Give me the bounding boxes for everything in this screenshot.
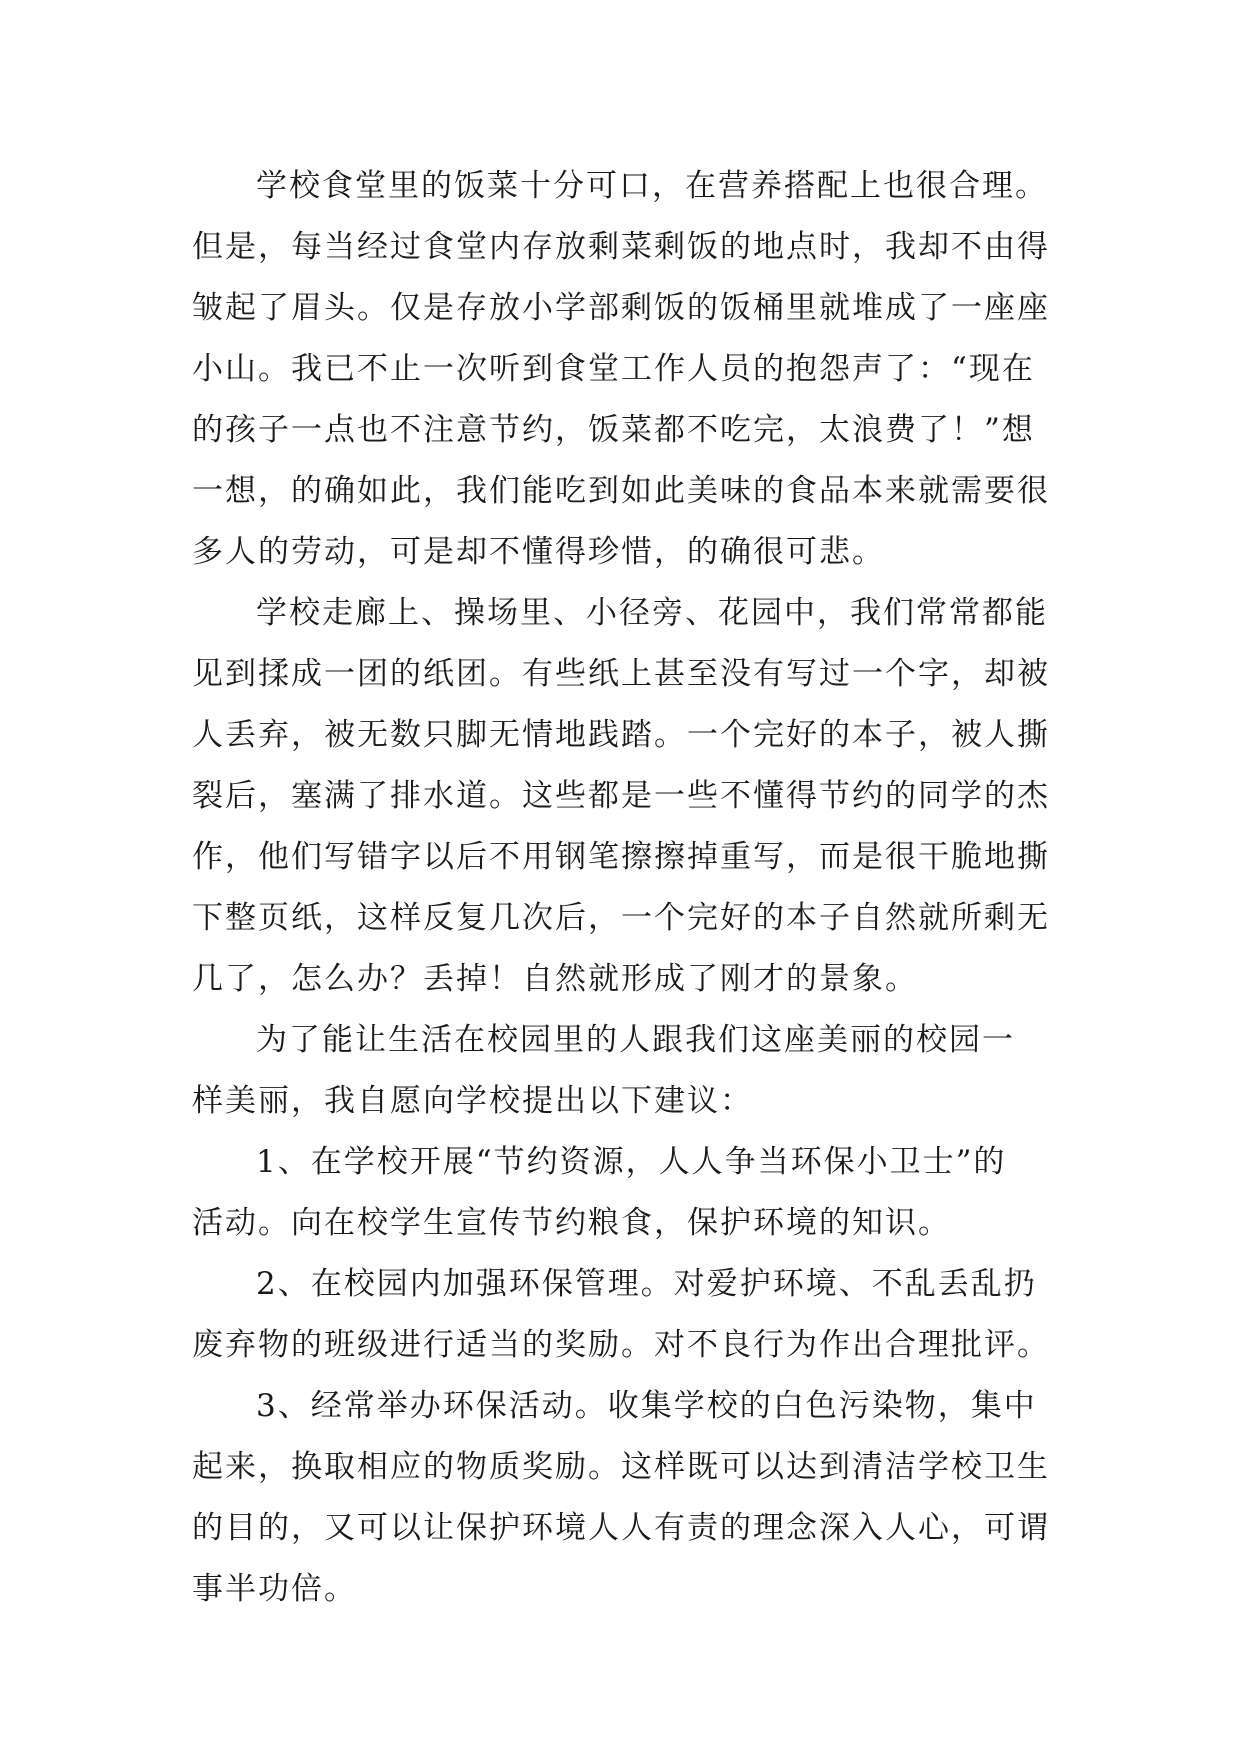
text-line: 下整页纸，这样反复几次后，一个完好的本子自然就所剩无: [192, 900, 1050, 936]
text-line: 为了能让生活在校园里的人跟我们这座美丽的校园一: [256, 1022, 1015, 1058]
text-line: 皱起了眉头。仅是存放小学部剩饭的饭桶里就堆成了一座座: [192, 290, 1050, 326]
text-line: 小山。我已不止一次听到食堂工作人员的抱怨声了：“现在: [192, 351, 1035, 387]
text-line: 作，他们写错字以后不用钢笔擦擦掉重写，而是很干脆地撕: [192, 839, 1050, 875]
text-line: 3、经常举办环保活动。收集学校的白色污染物，集中: [256, 1388, 1037, 1424]
paragraph-suggestion-2: [192, 1254, 1072, 1376]
text-line: 2、在校园内加强环保管理。对爱护环境、不乱丢乱扔: [256, 1266, 1037, 1302]
text-line: 样美丽，我自愿向学校提出以下建议：: [192, 1083, 753, 1119]
text-line: 学校食堂里的饭菜十分可口，在营养搭配上也很合理。: [256, 168, 1048, 204]
document-body: [192, 156, 1072, 1620]
text-line: 学校走廊上、操场里、小径旁、花园中，我们常常都能: [256, 595, 1048, 631]
text-line: 但是，每当经过食堂内存放剩菜剩饭的地点时，我却不由得: [192, 229, 1050, 265]
text-line: 多人的劳动，可是却不懂得珍惜，的确很可悲。: [192, 534, 885, 570]
paragraph-canteen-waste: [192, 156, 1072, 583]
text-line: 1、在学校开展“节约资源，人人争当环保小卫士”的: [256, 1144, 1007, 1180]
text-line: 的目的，又可以让保护环境人人有责的理念深入人心，可谓: [192, 1510, 1050, 1546]
paragraph-paper-waste: [192, 583, 1072, 1010]
text-line: 事半功倍。: [192, 1571, 357, 1607]
text-line: 几了，怎么办？丢掉！自然就形成了刚才的景象。: [192, 961, 918, 997]
paragraph-suggestion-1: [192, 1132, 1072, 1254]
paragraph-proposal-intro: [192, 1010, 1072, 1132]
text-line: 见到揉成一团的纸团。有些纸上甚至没有写过一个字，却被: [192, 656, 1050, 692]
text-line: 起来，换取相应的物质奖励。这样既可以达到清洁学校卫生: [192, 1449, 1050, 1485]
text-line: 活动。向在校学生宣传节约粮食，保护环境的知识。: [192, 1205, 951, 1241]
text-line: 一想，的确如此，我们能吃到如此美味的食品本来就需要很: [192, 473, 1050, 509]
text-line: 废弃物的班级进行适当的奖励。对不良行为作出合理批评。: [192, 1327, 1050, 1363]
paragraph-suggestion-3: [192, 1376, 1072, 1620]
text-line: 的孩子一点也不注意节约，饭菜都不吃完，太浪费了！”想: [192, 412, 1035, 448]
text-line: 人丢弃，被无数只脚无情地践踏。一个完好的本子，被人撕: [192, 717, 1050, 753]
text-line: 裂后，塞满了排水道。这些都是一些不懂得节约的同学的杰: [192, 778, 1050, 814]
